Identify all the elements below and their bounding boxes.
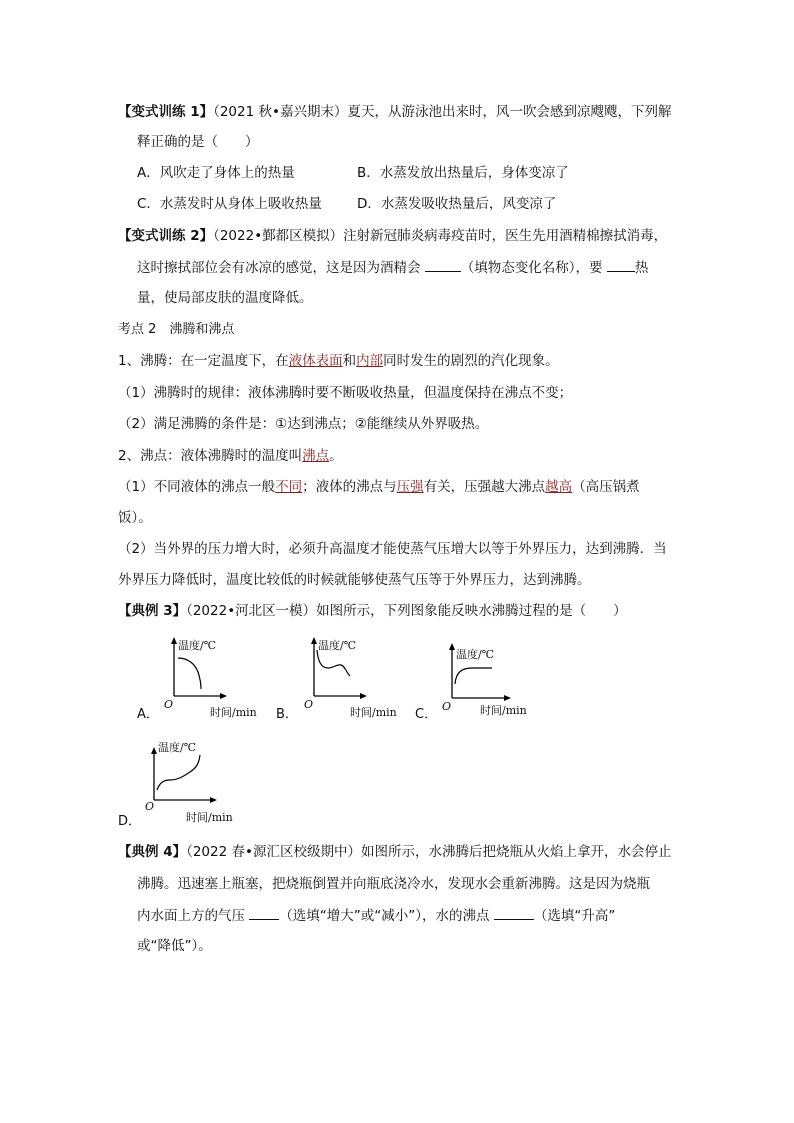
- boiling-point-note1-cont: 饭）。: [118, 510, 152, 526]
- answer-blank: [249, 905, 279, 920]
- example4-source: （2022 春•源汇区校级期中）: [186, 844, 361, 860]
- example4-line1: 【典例 4】（2022 春•源汇区校级期中）如图所示，水沸腾后把烧瓶从火焰上拿开，水会停止: [118, 844, 672, 860]
- x-arrow: [360, 693, 367, 699]
- variant1-option-d: D．水蒸发吸收热量后，风变凉了: [357, 196, 557, 212]
- highlight-term: 液体表面: [288, 353, 343, 369]
- variant1-option-b: B．水蒸发放出热量后，身体变凉了: [357, 165, 569, 181]
- topic-heading: 考点 2 沸腾和沸点: [118, 322, 235, 337]
- graph-d: [142, 738, 252, 828]
- curve: [317, 650, 350, 676]
- y-label: 温度/℃: [456, 648, 495, 661]
- origin-label: O: [145, 800, 155, 813]
- variant2-line2: 这时擦拭部位会有冰凉的感觉，这是因为酒精会 （填物态变化名称），要 热: [137, 257, 648, 278]
- variant2-line3: 量，使局部皮肤的温度降低。: [137, 290, 313, 306]
- y-label: 温度/℃: [178, 639, 217, 652]
- y-arrow: [171, 637, 177, 644]
- x-label: 时间/min: [186, 811, 233, 824]
- variant1-line2: 释正确的是（ ）: [137, 134, 259, 150]
- x-arrow: [210, 797, 217, 803]
- graph-b: [300, 634, 410, 724]
- x-arrow: [220, 693, 227, 699]
- example4-tag: 【典例 4】: [118, 844, 187, 860]
- boiling-point-note2-cont: 外界压力降低时，温度比较低的时候就能够使蒸气压等于外界压力，达到沸腾。: [118, 572, 591, 588]
- example4-line4: 或“降低”）。: [137, 938, 212, 954]
- variant1-source: （2021 秋•嘉兴期末）: [213, 104, 348, 120]
- graph-a-label: A．: [137, 707, 159, 722]
- origin-label: O: [164, 698, 174, 711]
- graph-d-label: D．: [118, 814, 142, 829]
- x-label: 时间/min: [350, 706, 397, 719]
- y-label: 温度/℃: [158, 741, 197, 754]
- boiling-rule: （1）沸腾时的规律：液体沸腾时要不断吸收热量，但温度保持在沸点不变；: [118, 385, 573, 401]
- highlight-term: 越高: [545, 479, 573, 495]
- highlight-term: 不同: [275, 479, 303, 495]
- variant2-source: （2022•鄞都区模拟）: [213, 228, 344, 244]
- graph-c: [440, 640, 550, 730]
- origin-label: O: [442, 700, 452, 713]
- x-label: 时间/min: [480, 704, 527, 717]
- variant2-stem: 注射新冠肺炎病毒疫苗时，医生先用酒精棉擦拭消毒，: [343, 228, 668, 244]
- graph-b-label: B．: [276, 707, 298, 722]
- example4-line2: 沸腾。迅速塞上瓶塞，把烧瓶倒置并向瓶底浇冷水，发现水会重新沸腾。这是因为烧瓶: [137, 876, 650, 892]
- answer-blank: [607, 257, 635, 272]
- variant1-tag: 【变式训练 1】: [118, 104, 214, 120]
- highlight-term: 沸点: [302, 448, 330, 464]
- example4-line3: 内水面上方的气压 （选填“增大”或“减小”），水的沸点 （选填“升高”: [137, 905, 615, 926]
- boiling-condition: （2）满足沸腾的条件是：①达到沸点；②能继续从外界吸热。: [118, 416, 489, 432]
- example3-tag: 【典例 3】: [118, 603, 187, 619]
- y-arrow: [449, 643, 455, 650]
- example3-stem: 【典例 3】（2022•河北区一模）如图所示，下列图象能反映水沸腾过程的是（ ）: [118, 603, 627, 619]
- x-arrow: [504, 695, 511, 701]
- curve: [455, 668, 492, 684]
- variant1-stem: 夏天，从游泳池出来时，风一吹会感到凉飕飕，下列解: [347, 104, 672, 120]
- answer-blank: [494, 905, 534, 920]
- y-label: 温度/℃: [318, 639, 357, 652]
- curve: [157, 755, 200, 790]
- graph-a: [160, 634, 270, 724]
- highlight-term: 内部: [356, 353, 384, 369]
- boiling-point-note1: （1）不同液体的沸点一般不同；液体的沸点与压强有关，压强越大沸点越高（高压锅煮: [118, 479, 640, 495]
- example3-source: （2022•河北区一模）: [186, 603, 317, 619]
- y-arrow: [151, 747, 157, 754]
- variant1-option-c: C．水蒸发时从身体上吸收热量: [137, 196, 322, 212]
- boiling-definition: 1、沸腾：在一定温度下，在液体表面和内部同时发生的剧烈的汽化现象。: [118, 353, 559, 369]
- y-arrow: [311, 637, 317, 644]
- variant2-line1: [118, 226, 667, 246]
- variant1-line1: [118, 102, 671, 122]
- boiling-point-note2: （2）当外界的压力增大时，必须升高温度才能使蒸气压增大以等于外界压力，达到沸腾．当: [118, 541, 667, 557]
- graph-c-label: C．: [415, 707, 438, 722]
- origin-label: O: [304, 698, 314, 711]
- answer-blank: [425, 257, 461, 272]
- boiling-point-definition: 2、沸点：液体沸腾时的温度叫沸点。: [118, 448, 343, 464]
- variant2-tag: 【变式训练 2】: [118, 228, 214, 244]
- highlight-term: 压强: [396, 479, 424, 495]
- x-label: 时间/min: [210, 706, 257, 719]
- variant1-option-a: A．风吹走了身体上的热量: [137, 165, 295, 181]
- curve: [178, 658, 201, 689]
